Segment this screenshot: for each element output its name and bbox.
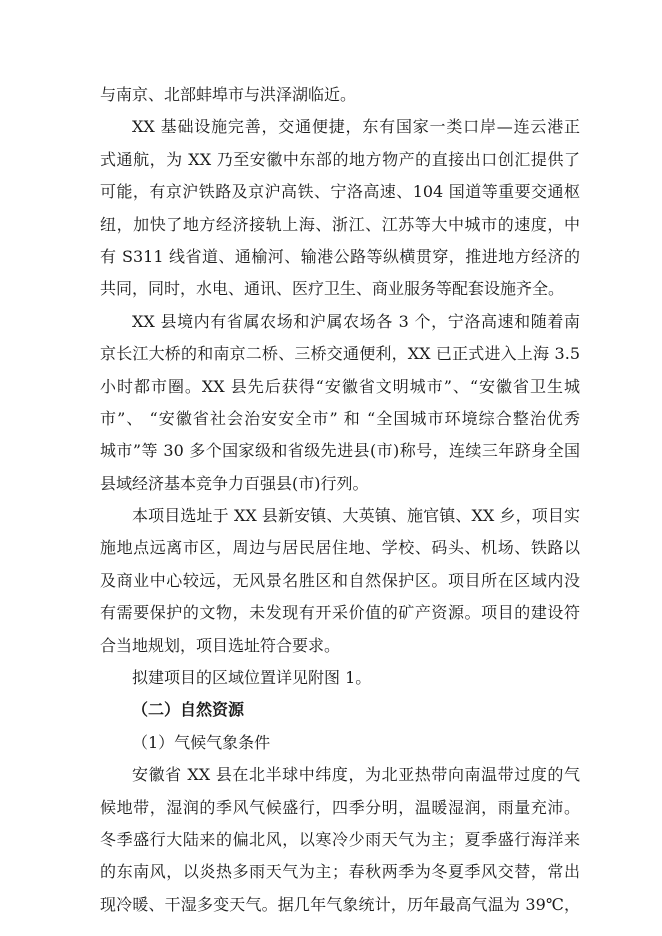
text-line: 施地点远离市区，周边与居民居住地、学校、码头、机场、铁路以 bbox=[100, 538, 580, 558]
text-line: 有 S311 线省道、通榆河、输港公路等纵横贯穿，推进地方经济的 bbox=[100, 246, 580, 266]
text-line: 候地带，湿润的季风气候盛行，四季分明，温暖湿润，雨量充沛。 bbox=[100, 797, 580, 817]
text-line: 及商业中心较远，无风景名胜区和自然保护区。项目所在区域内没 bbox=[100, 570, 580, 590]
text-line: 拟建项目的区域位置详见附图 1。 bbox=[132, 668, 372, 688]
text-line: 城市”等 30 多个国家级和省级先进县(市)称号，连续三年跻身全国 bbox=[100, 441, 580, 461]
section-heading: （二）自然资源 bbox=[132, 700, 245, 720]
text-line: 纽，加快了地方经济接轨上海、浙江、江苏等大中城市的速度，中 bbox=[100, 214, 580, 234]
text-line: 安徽省 XX 县在北半球中纬度，为北亚热带向南温带过度的气 bbox=[132, 765, 580, 785]
text-line: 冬季盛行大陆来的偏北风，以寒冷少雨天气为主；夏季盛行海洋来 bbox=[100, 829, 580, 849]
text-line: XX 基础设施完善，交通便捷，东有国家一类口岸—连云港正 bbox=[132, 117, 580, 137]
text-line: 小时都市圈。XX 县先后获得“安徽省文明城市”、“安徽省卫生城 bbox=[100, 376, 580, 396]
text-line: 共同，同时，水电、通讯、医疗卫生、商业服务等配套设施齐全。 bbox=[100, 279, 565, 299]
text-line: 县域经济基本竞争力百强县(市)行列。 bbox=[100, 473, 369, 493]
text-line: 有需要保护的文物，未发现有开采价值的矿产资源。项目的建设符 bbox=[100, 603, 580, 623]
text-line: 的东南风，以炎热多雨天气为主；春秋两季为冬夏季风交替，常出 bbox=[100, 862, 580, 882]
text-line: 现冷暖、干湿多变天气。据几年气象统计，历年最高气温为 39℃， bbox=[100, 894, 580, 914]
text-line: 京长江大桥的和南京二桥、三桥交通便利，XX 已正式进入上海 3.5 bbox=[100, 344, 580, 364]
text-line: 与南京、北部蚌埠市与洪泽湖临近。 bbox=[100, 85, 357, 104]
text-line: XX 县境内有省属农场和沪属农场各 3 个，宁洛高速和随着南 bbox=[132, 311, 580, 331]
text-line: 本项目选址于 XX 县新安镇、大英镇、施官镇、XX 乡，项目实 bbox=[132, 506, 580, 526]
subsection-heading: （1）气候气象条件 bbox=[132, 732, 271, 752]
body-text bbox=[100, 79, 580, 921]
text-line: 可能，有京沪铁路及京沪高铁、宁洛高速、104 国道等重要交通枢 bbox=[100, 182, 580, 202]
text-line: 合当地规划，项目选址符合要求。 bbox=[100, 635, 341, 655]
text-line: 式通航，为 XX 乃至安徽中东部的地方物产的直接出口创汇提供了 bbox=[100, 149, 580, 169]
text-line: 市”、 “安徽省社会治安安全市” 和 “全国城市环境综合整治优秀 bbox=[100, 408, 580, 428]
